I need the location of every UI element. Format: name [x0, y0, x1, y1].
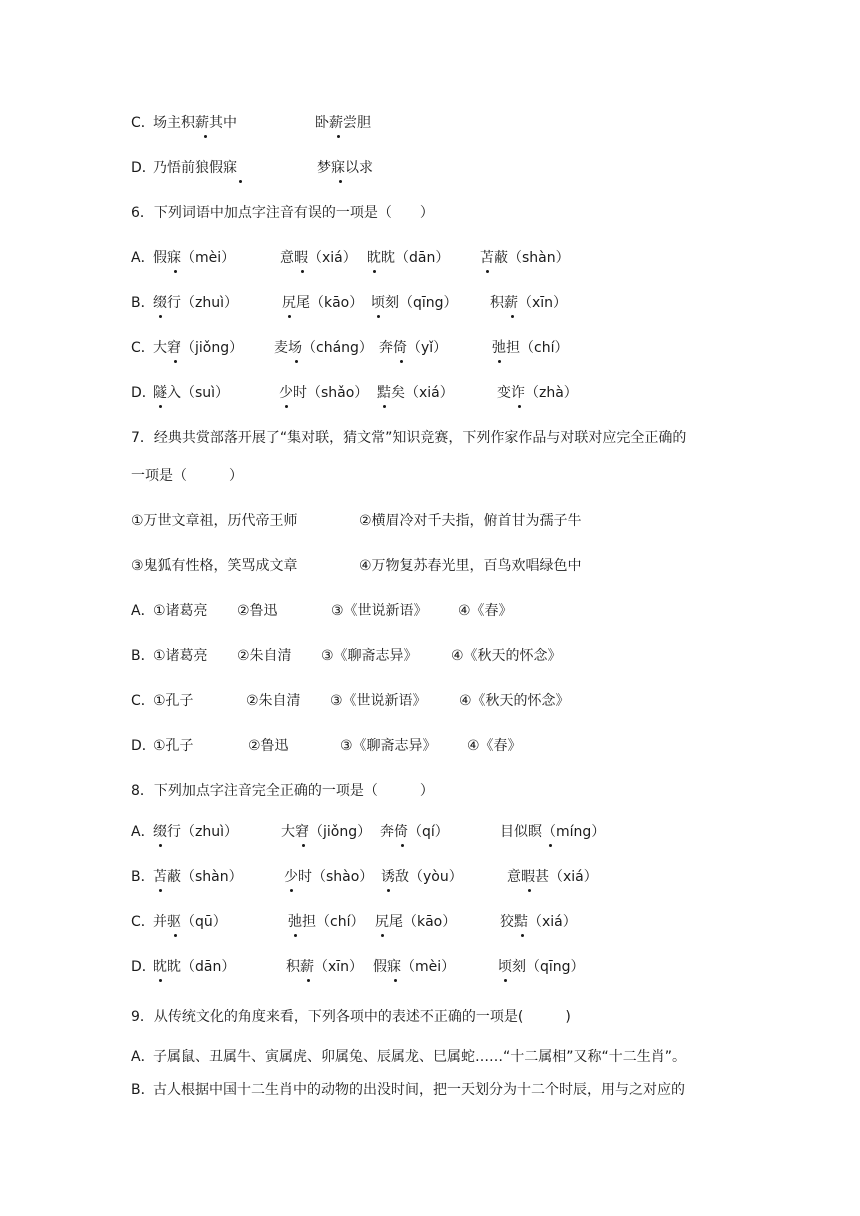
- option-label: C．: [131, 340, 155, 356]
- option-item: 眈眈（dān）: [367, 250, 450, 266]
- option-text: 场主积薪其中: [153, 115, 237, 131]
- option-item: 目似瞑（míng）: [500, 824, 606, 840]
- option-label: A．: [131, 603, 155, 619]
- option-item: 缀行（zhuì）: [153, 295, 238, 311]
- emphasis-dot: [401, 844, 404, 847]
- option-item: ②鲁迅: [237, 603, 278, 619]
- option-item: 黠矣（xiá）: [377, 385, 454, 401]
- option-item: ①孔子: [153, 738, 194, 754]
- emphasis-dot: [174, 360, 177, 363]
- emphasis-dot: [387, 889, 390, 892]
- option-item: 少时（shǎo）: [279, 385, 369, 401]
- option-item: 狡黠（xiá）: [500, 914, 577, 930]
- emphasis-dot: [521, 934, 524, 937]
- emphasis-dot: [302, 844, 305, 847]
- couplet: ④万物复苏春光里，百鸟欢唱绿色中: [359, 558, 582, 574]
- emphasis-dot: [288, 315, 291, 318]
- emphasis-dot: [159, 315, 162, 318]
- option-item: ①孔子: [153, 693, 194, 709]
- option-item: 积薪（xīn）: [490, 295, 568, 311]
- emphasis-dot: [528, 889, 531, 892]
- option-item: 苫蔽（shàn）: [480, 250, 570, 266]
- q7-stem-line1: 7．经典共赏部落开展了“集对联，猜文常”知识竞赛，下列作家作品与对联对应完全正确的: [131, 430, 687, 446]
- option-label: B．: [131, 1082, 155, 1098]
- option-item: ③《聊斋志异》: [340, 738, 437, 754]
- emphasis-dot: [377, 315, 380, 318]
- option-item: 弛担（chí）: [492, 340, 569, 356]
- option-label: B．: [131, 869, 155, 885]
- emphasis-dot: [381, 934, 384, 937]
- emphasis-dot: [174, 934, 177, 937]
- option-item: ③《世说新语》: [331, 603, 428, 619]
- option-text: 卧薪尝胆: [315, 115, 371, 131]
- option-label: A．: [131, 1049, 155, 1065]
- option-item: 隧入（suì）: [153, 385, 230, 401]
- q6-stem: 6．下列词语中加点字注音有误的一项是（ ）: [131, 205, 434, 221]
- option-item: 麦场（cháng）: [274, 340, 373, 356]
- q7-stem-line2: 一项是（ ）: [131, 468, 243, 484]
- option-item: ④《秋天的怀念》: [459, 693, 570, 709]
- emphasis-dot: [159, 405, 162, 408]
- option-item: 意暇（xiá）: [280, 250, 357, 266]
- emphasis-dot: [373, 270, 376, 273]
- option-item: 少时（shào）: [284, 869, 374, 885]
- option-item: ③《聊斋志异》: [321, 648, 418, 664]
- option-item: ③《世说新语》: [330, 693, 427, 709]
- option-item: 顷刻（qīng）: [371, 295, 458, 311]
- option-label: A．: [131, 250, 155, 266]
- emphasis-dot: [504, 979, 507, 982]
- emphasis-dot: [301, 270, 304, 273]
- emphasis-dot: [498, 360, 501, 363]
- emphasis-dot: [174, 270, 177, 273]
- emphasis-dot: [486, 270, 489, 273]
- option-item: 大窘（jiǒng）: [281, 824, 372, 840]
- option-item: 并驱（qū）: [153, 914, 227, 930]
- emphasis-dot: [394, 979, 397, 982]
- emphasis-dot: [383, 405, 386, 408]
- option-label: C．: [131, 115, 155, 131]
- option-item: 眈眈（dān）: [153, 959, 236, 975]
- emphasis-dot: [400, 360, 403, 363]
- option-item: 顷刻（qīng）: [498, 959, 585, 975]
- emphasis-dot: [549, 844, 552, 847]
- option-label: C．: [131, 914, 155, 930]
- option-item: 奔倚（yǐ）: [379, 340, 448, 356]
- q9-stem: 9．从传统文化的角度来看，下列各项中的表述不正确的一项是( ): [131, 1009, 571, 1025]
- q8-stem: 8．下列加点字注音完全正确的一项是（ ）: [131, 783, 434, 799]
- option-item: 苫蔽（shàn）: [153, 869, 243, 885]
- option-item: 假寐（mèi）: [373, 959, 456, 975]
- option-item: 缀行（zhuì）: [153, 824, 238, 840]
- option-label: B．: [131, 648, 155, 664]
- option-item: 积薪（xīn）: [286, 959, 364, 975]
- emphasis-dot: [337, 135, 340, 138]
- emphasis-dot: [159, 844, 162, 847]
- option-item: 奔倚（qí）: [380, 824, 449, 840]
- option-label: B．: [131, 295, 155, 311]
- couplet: ②横眉冷对千夫指，俯首甘为孺子牛: [359, 513, 582, 529]
- option-item: ②鲁迅: [248, 738, 289, 754]
- emphasis-dot: [204, 135, 207, 138]
- option-label: A．: [131, 824, 155, 840]
- option-item: ④《春》: [458, 603, 513, 619]
- option-label: D．: [131, 959, 156, 975]
- option-item: 变诈（zhà）: [497, 385, 578, 401]
- emphasis-dot: [307, 979, 310, 982]
- option-item: ④《秋天的怀念》: [451, 648, 562, 664]
- option-item: 诱敌（yòu）: [381, 869, 463, 885]
- emphasis-dot: [339, 180, 342, 183]
- option-item: 意暇甚（xiá）: [507, 869, 598, 885]
- option-text: 乃悟前狼假寐: [153, 160, 237, 176]
- emphasis-dot: [518, 405, 521, 408]
- couplet: ③鬼狐有性格，笑骂成文章: [131, 558, 298, 574]
- option-text: 古人根据中国十二生肖中的动物的出没时间，把一天划分为十二个时辰，用与之对应的: [153, 1082, 685, 1098]
- option-item: ①诸葛亮: [153, 603, 208, 619]
- emphasis-dot: [290, 889, 293, 892]
- option-label: C．: [131, 693, 155, 709]
- option-item: ④《春》: [467, 738, 522, 754]
- emphasis-dot: [159, 889, 162, 892]
- option-item: 大窘（jiǒng）: [153, 340, 244, 356]
- option-item: 假寐（mèi）: [153, 250, 236, 266]
- option-item: ②朱自清: [237, 648, 292, 664]
- option-label: D．: [131, 385, 156, 401]
- option-item: 尻尾（kāo）: [282, 295, 364, 311]
- couplet: ①万世文章祖，历代帝王师: [131, 513, 298, 529]
- emphasis-dot: [295, 360, 298, 363]
- option-item: ①诸葛亮: [153, 648, 208, 664]
- emphasis-dot: [285, 405, 288, 408]
- option-text: 梦寐以求: [317, 160, 373, 176]
- option-item: 弛担（chí）: [288, 914, 365, 930]
- emphasis-dot: [159, 979, 162, 982]
- option-label: D．: [131, 738, 156, 754]
- option-label: D．: [131, 160, 156, 176]
- option-text: 子属鼠、丑属牛、寅属虎、卯属兔、辰属龙、巳属蛇……“十二属相”又称“十二生肖”。: [153, 1049, 687, 1065]
- emphasis-dot: [511, 315, 514, 318]
- emphasis-dot: [294, 934, 297, 937]
- option-item: 尻尾（kāo）: [375, 914, 457, 930]
- emphasis-dot: [239, 180, 242, 183]
- option-item: ②朱自清: [246, 693, 301, 709]
